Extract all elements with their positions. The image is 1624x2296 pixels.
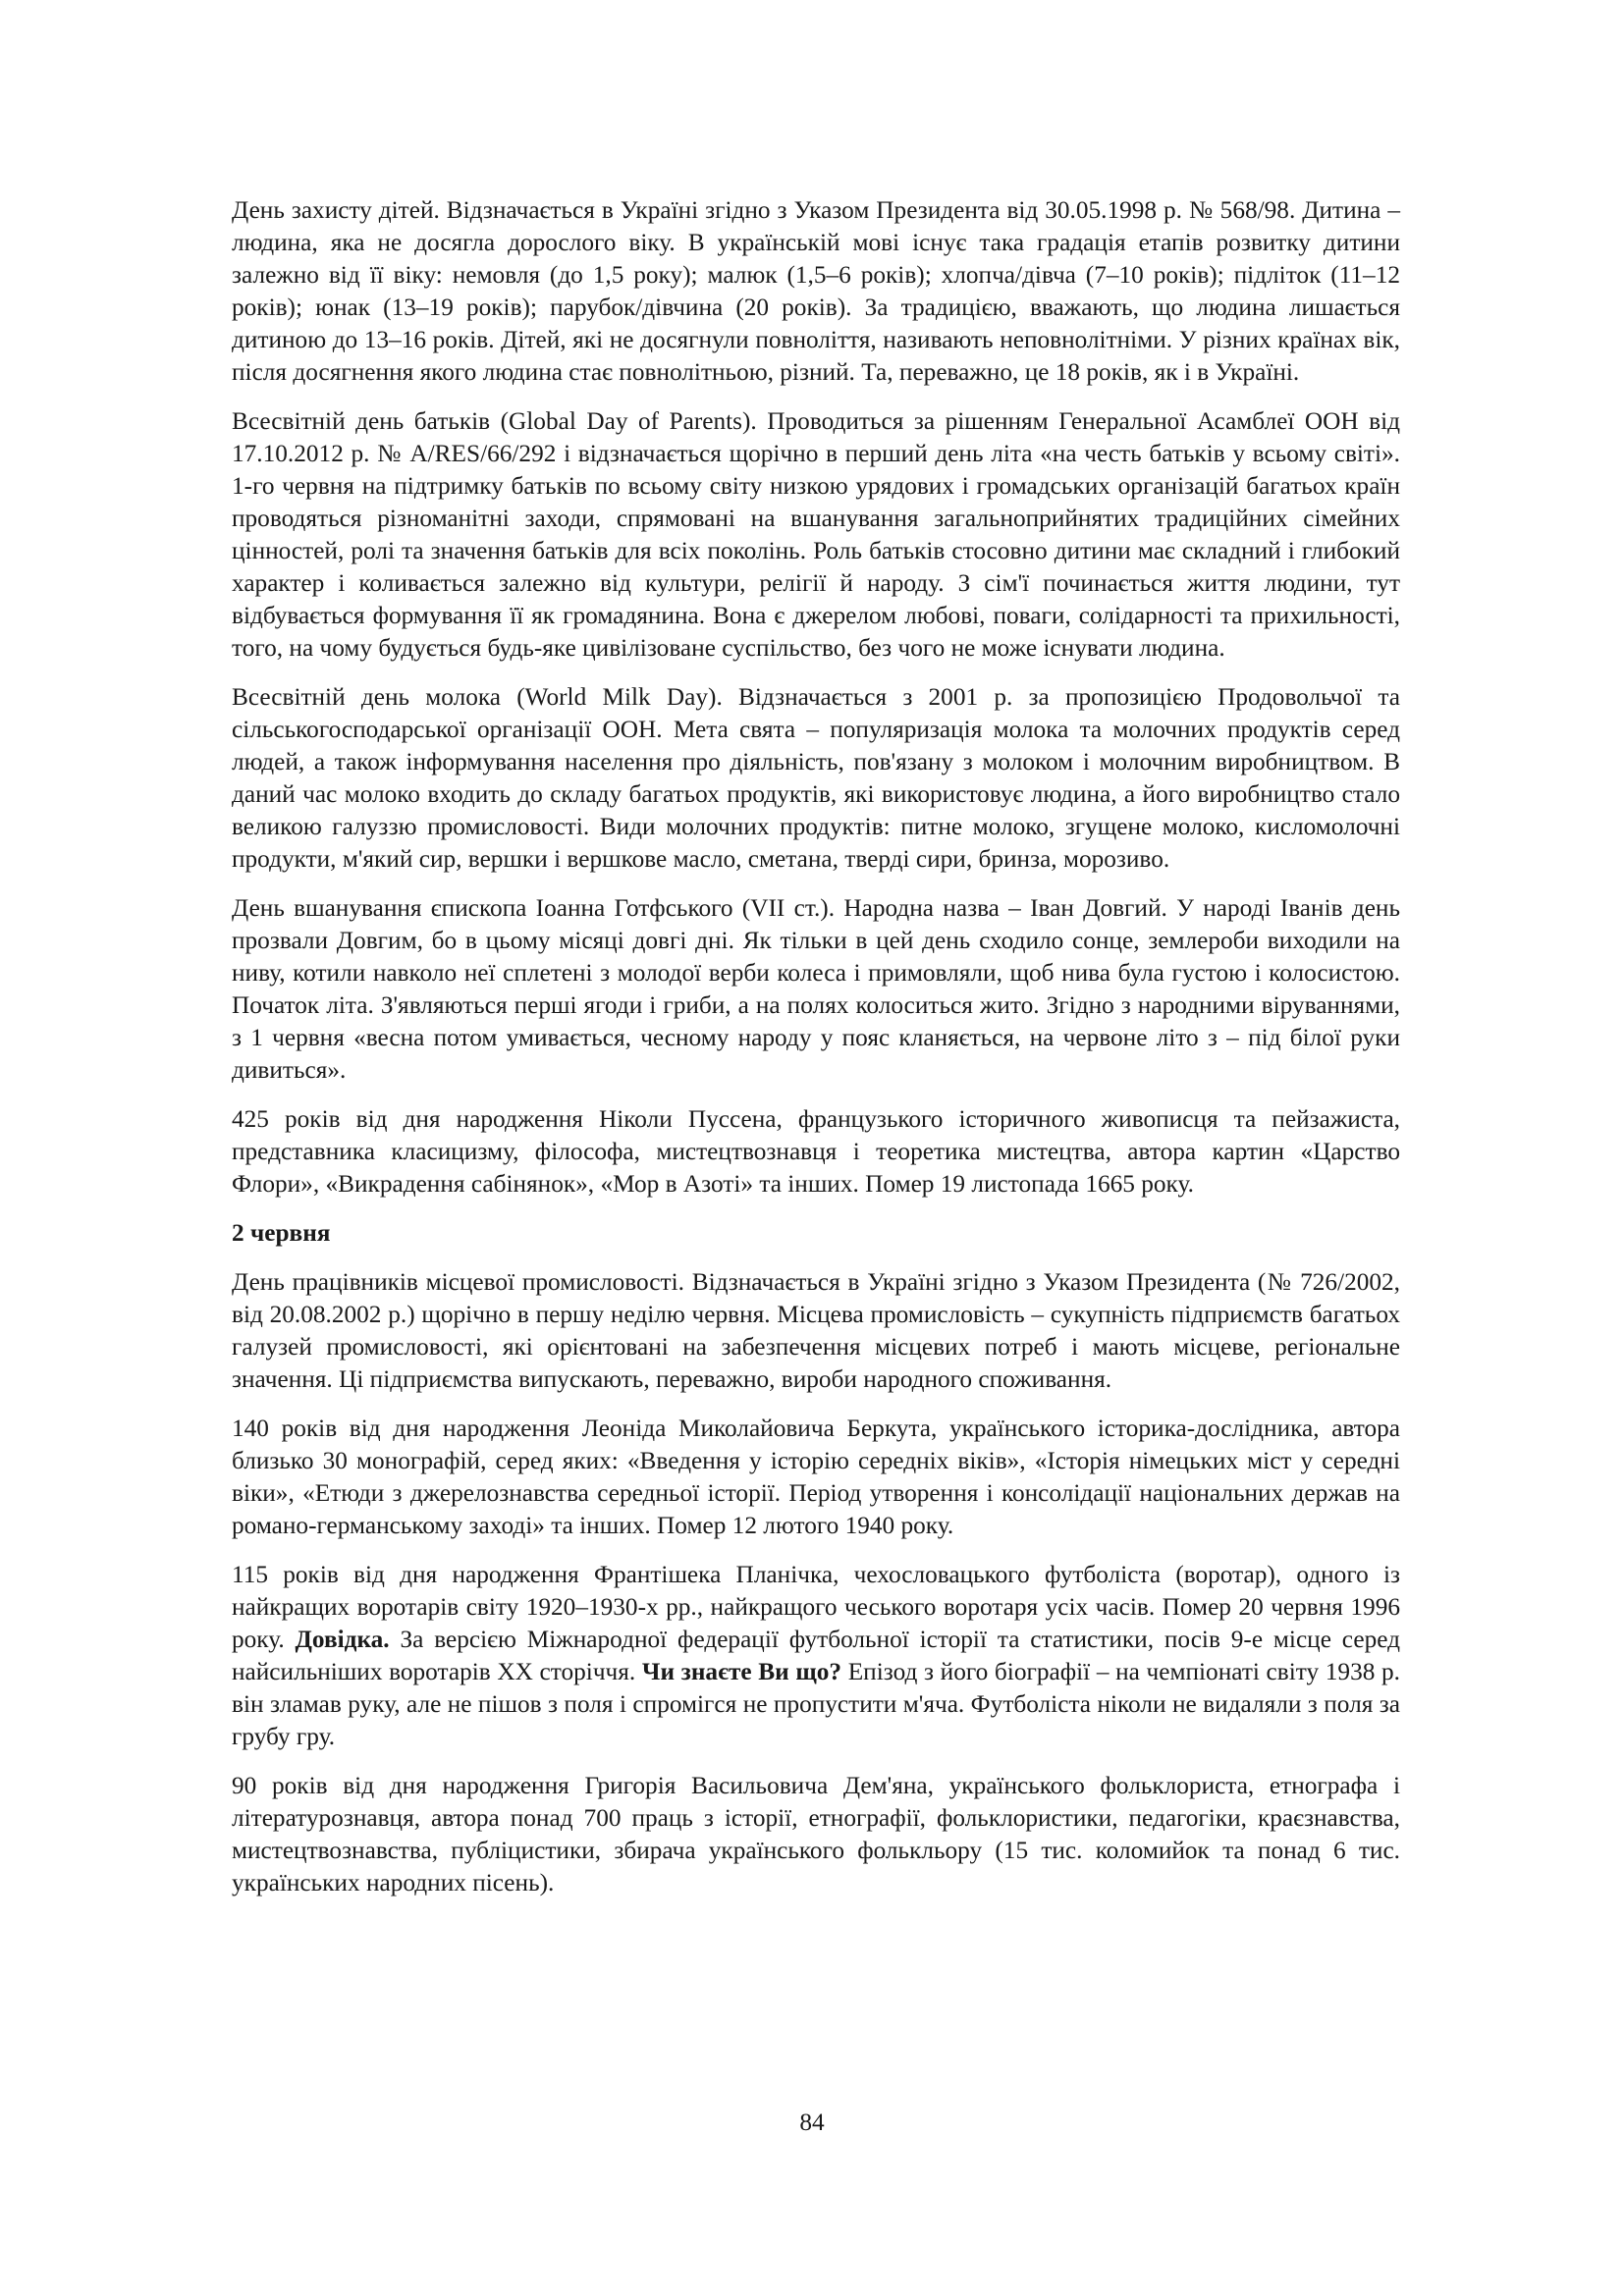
paragraph-milk-day: Всесвітній день молока (World Milk Day). Відзначається з 2001 р. за пропозицією Продовольчої та сільськогосподарської організації ООН. Мета свята – популяризація молока та молочних продуктів серед людей, а також інформування населення про діяльність, пов'язану з молоком і молочним виробництвом. В даний час молоко входить до складу багатьох продуктів, які використовує людина, а його виробництво стало великою галуззю промисловості. Види молочних продуктів: питне молоко, згущене молоко, кисломолочні продукти, м'який сир, вершки і вершкове масло, сметана, тверді сири, бринза, морозиво.	[232, 683, 1400, 873]
planicka-reference-label: Довідка.	[295, 1626, 390, 1653]
paragraph-ioann-gotfsky: День вшанування єпископа Іоанна Готфського (VII ст.). Народна назва – Іван Довгий. У народі Іванів день прозвали Довгим, бо в цьому місяці довгі дні. Як тільки в цей день сходило сонце, землероби виходили на ниву, котили навколо неї сплетені з молодої верби колеса і примовляли, щоб нива була густою і колосистою. Початок літа. З'являються перші ягоди і гриби, а на полях колоситься жито. Згідно з народними віруваннями, з 1 червня «весна потом умивається, чесному народу у пояс кланяється, на червоне літо з – під білої руки дивиться».	[232, 894, 1400, 1084]
planicka-text-b: За версією Міжнародної федерації футбольної історії та статистики, посів 9-е місце серед найсильніших воротарів ХХ сторіччя.	[232, 1626, 1400, 1685]
page-number: 84	[799, 2109, 825, 2136]
planicka-text-c: Епізод з його біографії – на чемпіонаті світу 1938 р. він зламав руку, але не пішов з поля і спромігся не пропустити м'яча. Футболіста ніколи не видаляли з поля за грубу гру.	[232, 1658, 1400, 1750]
page-content	[232, 194, 1400, 1916]
paragraph-children-day: День захисту дітей. Відзначається в Україні згідно з Указом Президента від 30.05.1998 р. № 568/98. Дитина – людина, яка не досягла дорослого віку. В українській мові існує така градація етапів розвитку дитини залежно від її віку: немовля (до 1,5 року); малюк (1,5–6 років); хлопча/дівча (7–10 років); підліток (11–12 років); юнак (13–19 років); парубок/дівчина (20 років). За традицією, вважають, що людина лишається дитиною до 13–16 років. Дітей, які не досягнули повноліття, називають неповнолітніми. У різних країнах вік, після досягнення якого людина стає повнолітньою, різний. Та, переважно, це 18 років, як і в Україні.	[232, 196, 1400, 386]
paragraph-demyan: 90 років від дня народження Григорія Васильовича Дем'яна, українського фольклориста, етнографа і літературознавця, автора понад 700 праць з історії, етнографії, фольклористики, педагогіки, краєзнавства, мистецтвознавства, публіцистики, збирача українського фолькльору (15 тис. коломийок та понад 6 тис. українських народних пісень).	[232, 1772, 1400, 1896]
planicka-did-you-know-label: Чи знаєте Ви що?	[641, 1658, 842, 1685]
paragraph-parents-day: Всесвітній день батьків (Global Day of Parents). Проводиться за рішенням Генеральної Асамблеї ООН від 17.10.2012 р. № A/RES/66/292 і відзначається щорічно в перший день літа «на честь батьків у всьому світі». 1-го червня на підтримку батьків по всьому світу низкою урядових і громадських організацій багатьох країн проводяться різноманітні заходи, спрямовані на вшанування загальноприйнятих традиційних сімейних цінностей, ролі та значення батьків для всіх поколінь. Роль батьків стосовно дитини має складний і глибокий характер і коливається залежно від культури, релігії й народу. З сім'ї починається життя людини, тут відбувається формування її як громадянина. Вона є джерелом любові, поваги, солідарності та прихильності, того, на чому будується будь-яке цивілізоване суспільство, без чого не може існувати людина.	[232, 407, 1400, 662]
section-heading-june-2: 2 червня	[232, 1219, 331, 1247]
paragraph-poussin: 425 років від дня народження Ніколи Пуссена, французького історичного живописця та пейзажиста, представника класицизму, філософа, мистецтвознавця і теоретика мистецтва, автора картин «Царство Флори», «Викрадення сабінянок», «Мор в Азоті» та інших. Помер 19 листопада 1665 року.	[232, 1105, 1400, 1198]
paragraph-berkut: 140 років від дня народження Леоніда Миколайовича Беркута, українського історика-дослідника, автора близько 30 монографій, серед яких: «Введення у історію середніх віків», «Історія німецьких міст у середні віки», «Етюди з джерелознавства середньої історії. Період утворення і консолідації національних держав на романо-германському заході» та інших. Помер 12 лютого 1940 року.	[232, 1415, 1400, 1539]
paragraph-planicka	[232, 1559, 1400, 1753]
planicka-text-a: 115 років від дня народження Франтішека Планічка, чехословацького футболіста (воротар), одного із найкращих воротарів світу 1920–1930-х рр., найкращого чеського воротаря усіх часів. Помер 20 червня 1996 року.	[232, 1561, 1400, 1653]
paragraph-local-industry-day: День працівників місцевої промисловості. Відзначається в Україні згідно з Указом Президента (№ 726/2002, від 20.08.2002 р.) щорічно в першу неділю червня. Місцева промисловість – сукупність підприємств багатьох галузей промисловості, які орієнтовані на забезпечення місцевих потреб і мають місцеве, регіональне значення. Ці підприємства випускають, переважно, вироби народного споживання.	[232, 1268, 1400, 1393]
